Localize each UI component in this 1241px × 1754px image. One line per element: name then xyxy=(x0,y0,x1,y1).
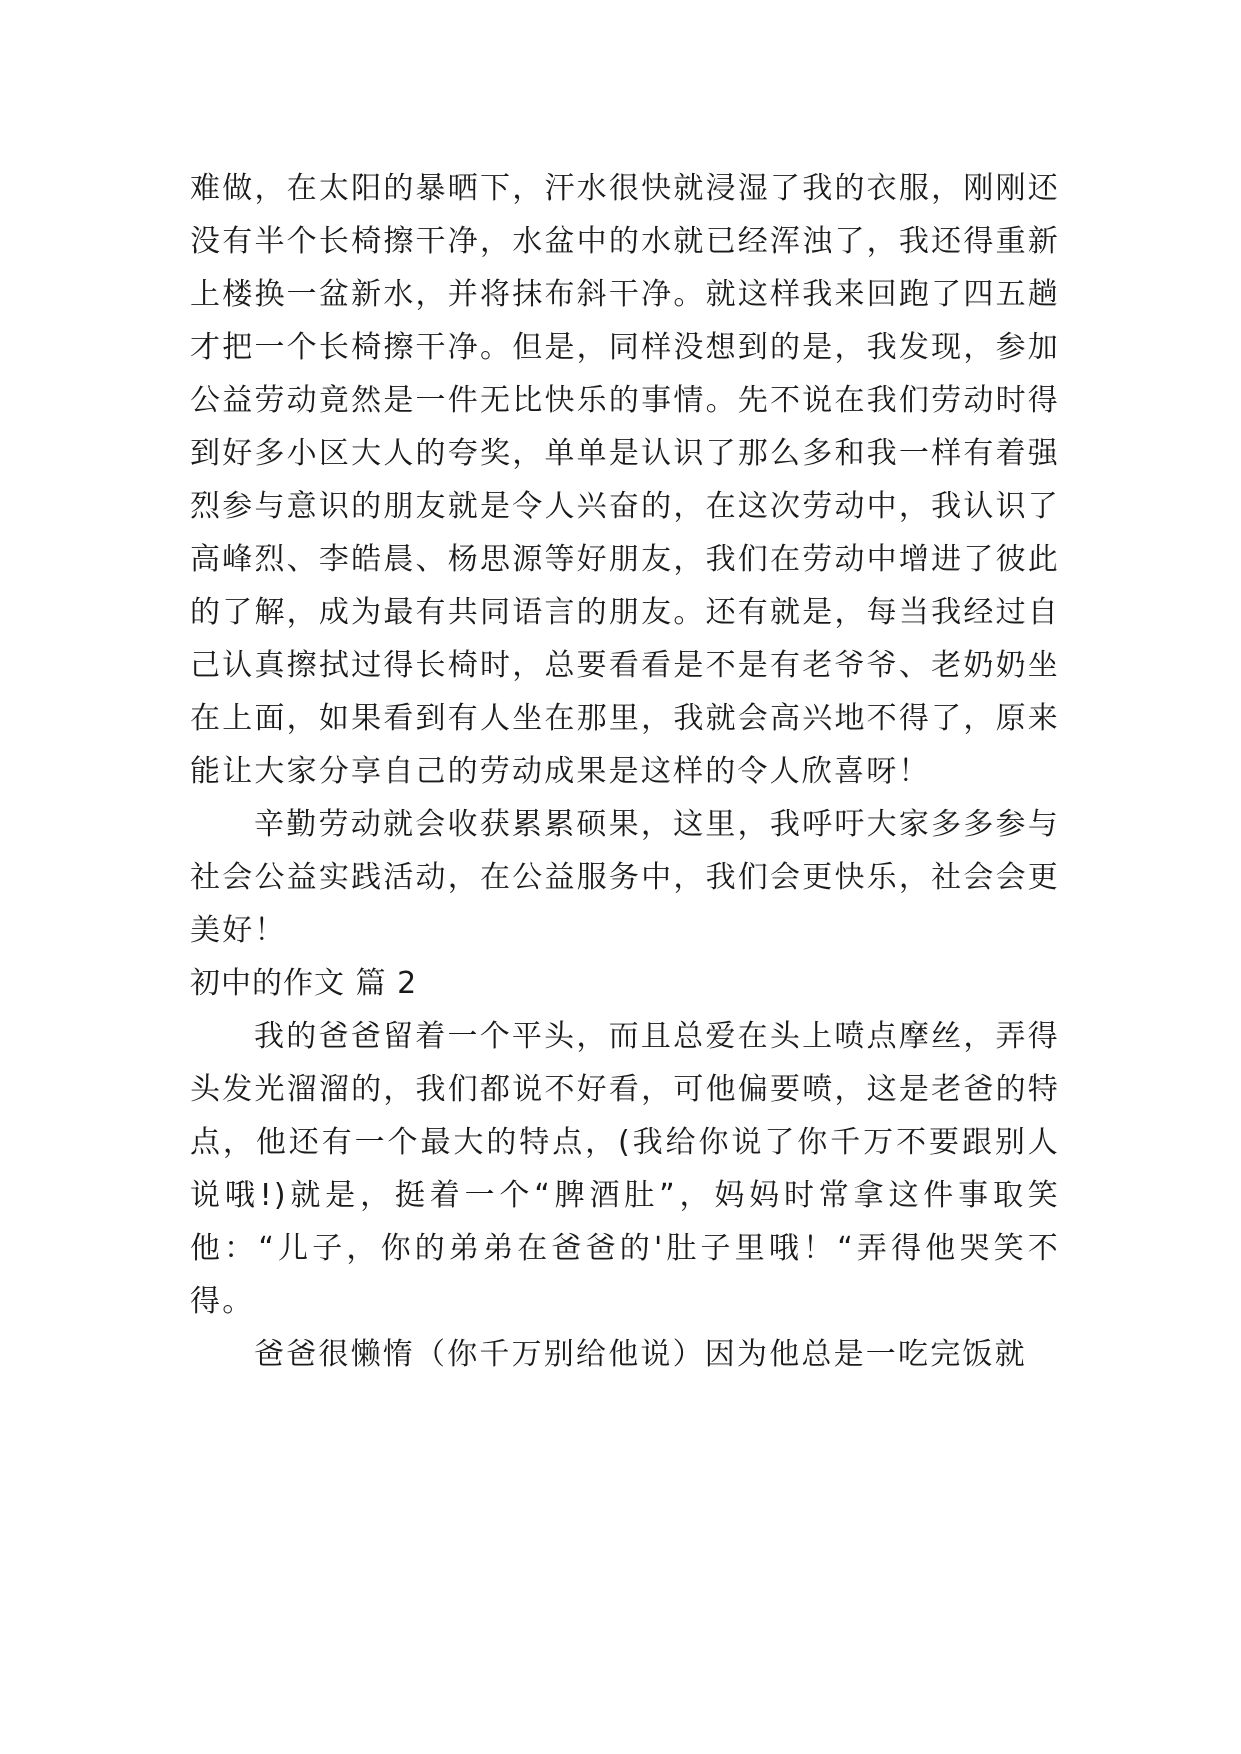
paragraph-dad-description: 我的爸爸留着一个平头，而且总爱在头上喷点摩丝，弄得头发光溜溜的，我们都说不好看，可他偏要喷，这是老爸的特点，他还有一个最大的特点，(我给你说了你千万不要跟别人说哦!)就是，挺着一个“脾酒肚”，妈妈时常拿这件事取笑他：“儿子，你的弟弟在爸爸的'肚子里哦！“弄得他哭笑不得。 xyxy=(190,1019,1060,1319)
paragraph-continuation: 难做，在太阳的暴晒下，汗水很快就浸湿了我的衣服，刚刚还没有半个长椅擦干净，水盆中的水就已经浑浊了，我还得重新上楼换一盆新水，并将抹布斜干净。就这样我来回跑了四五趟才把一个长椅擦干净。但是，同样没想到的是，我发现，参加公益劳动竟然是一件无比快乐的事情。先不说在我们劳动时得到好多小区大人的夸奖，单单是认识了那么多和我一样有着强烈参与意识的朋友就是令人兴奋的，在这次劳动中，我认识了高峰烈、李皓晨、杨思源等好朋友，我们在劳动中增进了彼此的了解，成为最有共同语言的朋友。还有就是，每当我经过自己认真擦拭过得长椅时，总要看看是不是有老爷爷、老奶奶坐在上面，如果看到有人坐在那里，我就会高兴地不得了，原来能让大家分享自己的劳动成果是这样的令人欣喜呀！ xyxy=(190,171,1060,789)
paragraph-dad-lazy: 爸爸很懒惰（你千万别给他说）因为他总是一吃完饭就 xyxy=(254,1337,1027,1372)
section-heading: 初中的作文 篇 2 xyxy=(190,966,418,1001)
document-body xyxy=(190,162,1060,1381)
paragraph-conclusion: 辛勤劳动就会收获累累硕果，这里，我呼吁大家多多参与社会公益实践活动，在公益服务中，我们会更快乐，社会会更美好！ xyxy=(190,807,1060,948)
